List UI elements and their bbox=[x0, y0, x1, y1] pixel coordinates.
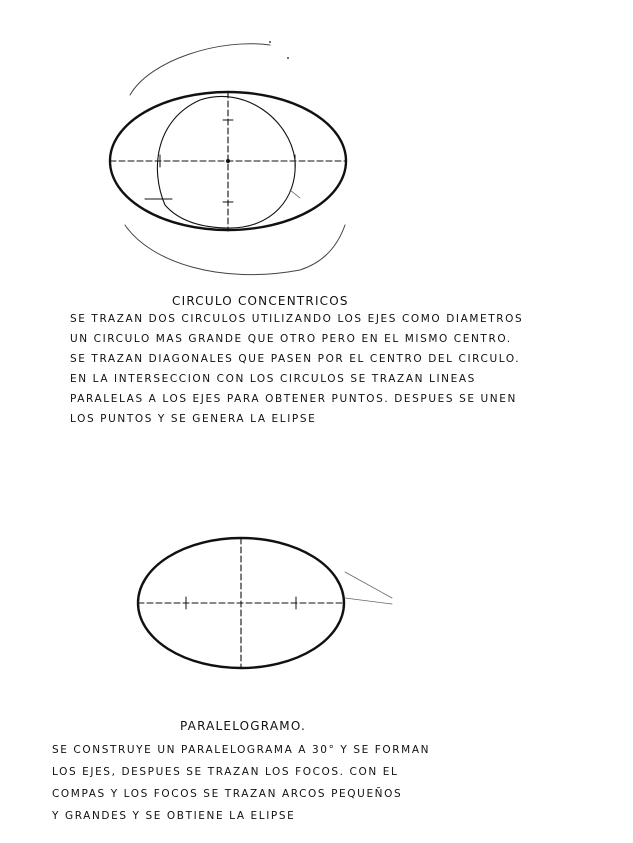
section2-line-4: Y GRANDES Y SE OBTIENE LA ELIPSE bbox=[52, 810, 296, 822]
construction-line bbox=[345, 572, 392, 598]
construction-line bbox=[290, 190, 300, 198]
section1-line-1: SE TRAZAN DOS CIRCULOS UTILIZANDO LOS EJES COMO DIAMETROS bbox=[70, 313, 524, 325]
section1-heading: CIRCULO CONCENTRICOS bbox=[172, 294, 349, 308]
section1-line-5: PARALELAS A LOS EJES PARA OBTENER PUNTOS. DESPUES SE UNEN bbox=[70, 393, 517, 405]
construction-line bbox=[345, 598, 392, 604]
section2-line-3: COMPAS Y LOS FOCOS SE TRAZAN ARCOS PEQUEÑOS bbox=[52, 788, 403, 800]
section2-heading: PARALELOGRAMO. bbox=[180, 719, 306, 733]
section1-line-4: EN LA INTERSECCION CON LOS CIRCULOS SE TRAZAN LINEAS bbox=[70, 373, 476, 385]
outer-circle-arc-top bbox=[130, 44, 270, 95]
ellipse-parallelogram bbox=[138, 538, 344, 668]
inner-circle bbox=[157, 96, 295, 228]
figure-concentric-circles bbox=[0, 0, 633, 300]
center-point bbox=[226, 159, 230, 163]
outer-circle-arc-bottom bbox=[125, 225, 345, 275]
section2-line-1: SE CONSTRUYE UN PARALELOGRAMA A 30° Y SE FORMAN bbox=[52, 744, 431, 756]
section1-line-2: UN CIRCULO MAS GRANDE QUE OTRO PERO EN EL MISMO CENTRO. bbox=[70, 333, 512, 345]
section1-line-3: SE TRAZAN DIAGONALES QUE PASEN POR EL CENTRO DEL CIRCULO. bbox=[70, 353, 521, 365]
section1-line-6: LOS PUNTOS Y SE GENERA LA ELIPSE bbox=[70, 413, 317, 425]
section2-line-2: LOS EJES, DESPUES SE TRAZAN LOS FOCOS. CON EL bbox=[52, 766, 399, 778]
